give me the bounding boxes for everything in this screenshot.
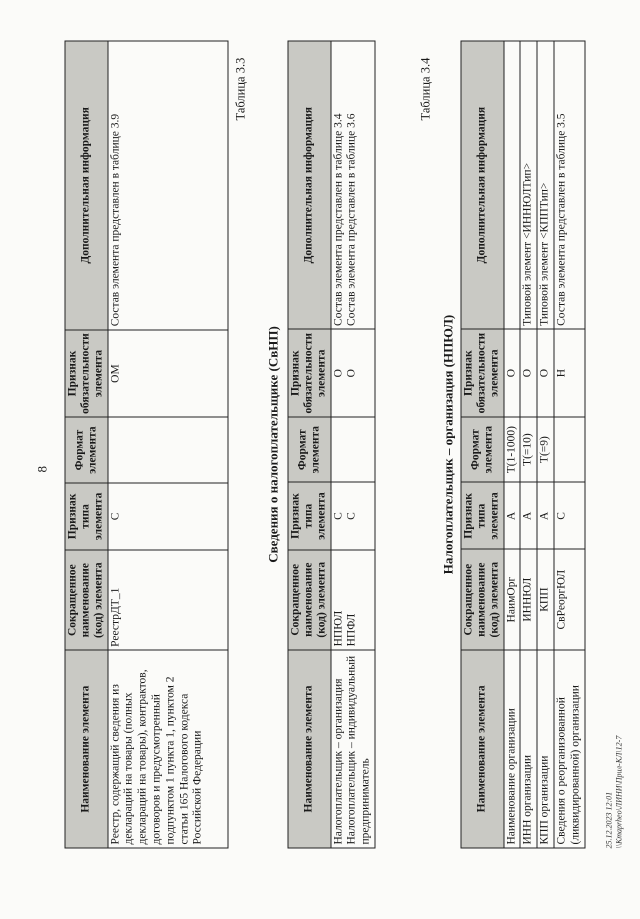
header-name: Наименование элемента [288, 650, 331, 848]
table-label-3-4: Таблица 3.4 [418, 57, 433, 121]
header-code: Сокращенное наименование (код) элемента [65, 550, 108, 650]
cell-name: Наименование организации [504, 650, 521, 848]
cell-info [504, 41, 521, 329]
stamp-date: 25.12.2023 12:01 [604, 791, 614, 849]
header-format: Формат элемента [65, 417, 108, 482]
cell-code: КПП [537, 550, 554, 650]
table-row [554, 41, 585, 848]
cell-type: А [504, 482, 521, 549]
header-name: Наименование элемента [461, 650, 504, 848]
table-heading-svnp: Сведения о налогоплательщике (СвНП) [265, 326, 281, 563]
header-type: Признак типа элемента [461, 482, 504, 549]
cell-name: Сведения о реорганизованной (ликвидированной) организации [554, 650, 585, 848]
cell-info-line: Состав элемента представлен в таблице 3.4 [332, 113, 345, 326]
cell-name [331, 650, 375, 848]
cell-format [108, 417, 228, 482]
cell-type [331, 482, 375, 549]
cell-code: ИННЮЛ [520, 550, 537, 650]
table-header-row [461, 41, 504, 848]
table-3-2-continuation [65, 41, 229, 849]
table-row [504, 41, 521, 848]
table-3-3 [288, 41, 376, 849]
cell-info-line: Состав элемента представлен в таблице 3.6 [345, 113, 358, 326]
cell-code: НаимОрг [504, 550, 521, 650]
header-type: Признак типа элемента [65, 483, 108, 550]
cell-info: Состав элемента представлен в таблице 3.5 [554, 41, 585, 329]
header-required: Признак обязательности элемента [65, 330, 108, 418]
cell-format: T(=10) [520, 417, 537, 482]
table-header-row [65, 41, 108, 848]
cell-type: С [108, 483, 228, 550]
cell-required: Н [554, 329, 585, 417]
header-required: Признак обязательности элемента [461, 329, 504, 417]
header-code: Сокращенное наименование (код) элемента [461, 550, 504, 650]
header-name: Наименование элемента [65, 650, 108, 848]
cell-required [331, 329, 375, 417]
cell-info [331, 41, 375, 329]
cell-info: Состав элемента представлен в таблице 3.9 [108, 41, 228, 330]
cell-name-line: Налогоплательщик – индивидуальный предприниматель [345, 655, 372, 845]
table-3-4 [461, 41, 586, 849]
print-stamp [605, 736, 624, 849]
header-type: Признак типа элемента [288, 482, 331, 549]
cell-required: ОМ [108, 330, 228, 418]
table-row [537, 41, 554, 848]
cell-code-line: НПЮЛ [332, 610, 345, 647]
header-info: Дополнительная информация [461, 41, 504, 329]
table-row [108, 41, 228, 848]
cell-info: Типовой элемент <ИННЮЛТип> [520, 41, 537, 329]
cell-name-line: Налогоплательщик – организация [332, 678, 345, 845]
cell-type-line: С [332, 512, 345, 520]
header-format: Формат элемента [288, 417, 331, 482]
cell-type: С [554, 482, 585, 549]
header-info: Дополнительная информация [288, 41, 331, 329]
cell-required: О [504, 329, 521, 417]
table-row [331, 41, 375, 848]
table-label-3-3: Таблица 3.3 [233, 57, 248, 121]
cell-code-line: НПФЛ [345, 613, 358, 647]
cell-type: А [520, 482, 537, 549]
cell-name: Реестр, содержащий сведения из деклараций на товары (полных деклараций на товары), контрактов, договоров и предусмотренный подпунктом 1 пункта 1, пунктом 2 статьи 165 Налогового кодекса Российской Федерации [108, 650, 228, 848]
stamp-path: \\Kmaprheo\ЛИНИ\Прил-КЛ\12-7 [614, 735, 624, 849]
cell-name: КПП организации [537, 650, 554, 848]
cell-code: РеестрДТ_1 [108, 550, 228, 650]
header-info: Дополнительная информация [65, 41, 108, 330]
cell-code [331, 550, 375, 650]
cell-required: О [537, 329, 554, 417]
table-header-row [288, 41, 331, 848]
table-heading-npyul: Налогоплательщик – организация (НПЮЛ) [440, 314, 456, 575]
header-format: Формат элемента [461, 417, 504, 482]
cell-type: А [537, 482, 554, 549]
cell-type-line: С [345, 512, 358, 520]
page-number: 8 [34, 466, 50, 473]
cell-required-line: О [332, 369, 345, 378]
header-code: Сокращенное наименование (код) элемента [288, 550, 331, 650]
cell-name: ИНН организации [520, 650, 537, 848]
cell-format [331, 417, 375, 482]
rotated-content [1, 0, 640, 919]
cell-code: СвРеоргЮЛ [554, 550, 585, 650]
cell-format: T(1-1000) [504, 417, 521, 482]
table-row [520, 41, 537, 848]
cell-format: T(=9) [537, 417, 554, 482]
cell-info: Типовой элемент <КППТип> [537, 41, 554, 329]
cell-format [554, 417, 585, 482]
cell-required-line: О [345, 369, 358, 378]
cell-required: О [520, 329, 537, 417]
header-required: Признак обязательности элемента [288, 329, 331, 417]
